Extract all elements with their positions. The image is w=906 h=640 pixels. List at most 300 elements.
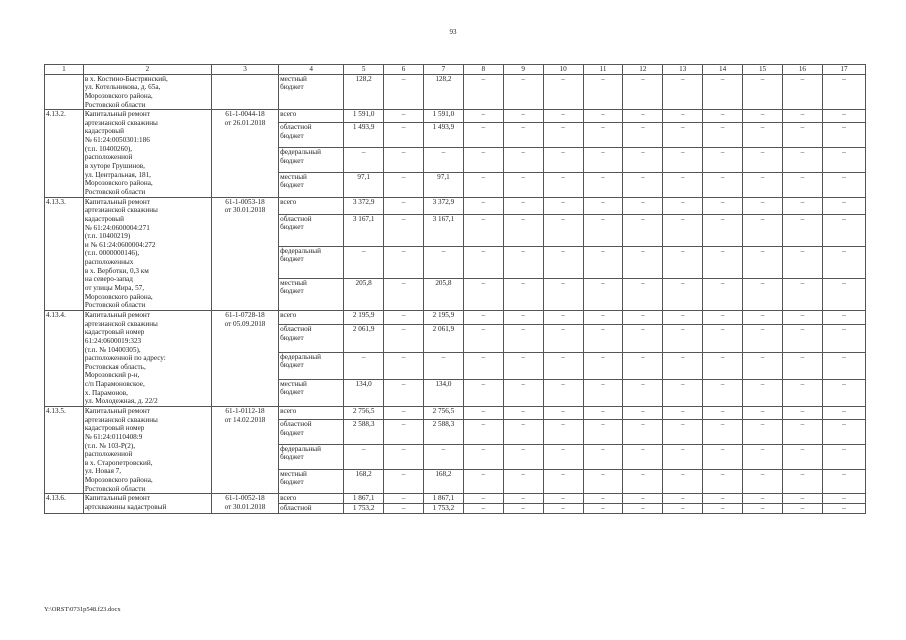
funding-source: областной бюджет: [279, 214, 344, 246]
dash-cell: –: [703, 352, 743, 379]
permit-code: 61-1-0053-18 от 30.01.2018: [211, 197, 278, 310]
dash-cell: –: [543, 110, 583, 123]
object-name: Капитальный ремонт артскважины кадастровый: [83, 494, 211, 513]
dash-cell: –: [463, 148, 503, 173]
year-value: –: [423, 148, 463, 173]
dash-cell: –: [822, 420, 865, 445]
dash-cell: –: [663, 278, 703, 310]
dash-cell: –: [384, 469, 424, 494]
dash-cell: –: [623, 148, 663, 173]
table-row: [45, 74, 866, 110]
budget-table: [44, 64, 866, 514]
dash-cell: –: [463, 74, 503, 110]
dash-cell: –: [703, 123, 743, 148]
column-header: 4: [279, 65, 344, 75]
dash-cell: –: [543, 197, 583, 214]
year-value: 168,2: [423, 469, 463, 494]
table-row: [45, 197, 866, 214]
funding-source: местный бюджет: [279, 278, 344, 310]
dash-cell: –: [822, 172, 865, 197]
column-header: 3: [211, 65, 278, 75]
permit-code: 61-1-0112-18 от 14.02.2018: [211, 406, 278, 493]
dash-cell: –: [384, 74, 424, 110]
dash-cell: –: [743, 246, 783, 278]
dash-cell: –: [543, 172, 583, 197]
dash-cell: –: [463, 172, 503, 197]
dash-cell: –: [703, 197, 743, 214]
dash-cell: –: [782, 246, 822, 278]
total-value: 1 867,1: [344, 494, 384, 504]
dash-cell: –: [583, 172, 623, 197]
dash-cell: –: [463, 420, 503, 445]
dash-cell: –: [623, 246, 663, 278]
column-header: 13: [663, 65, 703, 75]
dash-cell: –: [782, 469, 822, 494]
dash-cell: –: [703, 325, 743, 352]
dash-cell: –: [782, 444, 822, 469]
dash-cell: –: [743, 172, 783, 197]
dash-cell: –: [463, 352, 503, 379]
total-value: –: [344, 352, 384, 379]
dash-cell: –: [822, 444, 865, 469]
funding-source: областной: [279, 504, 344, 514]
dash-cell: –: [743, 197, 783, 214]
dash-cell: –: [663, 148, 703, 173]
dash-cell: –: [822, 504, 865, 514]
dash-cell: –: [503, 352, 543, 379]
dash-cell: –: [384, 379, 424, 406]
dash-cell: –: [583, 214, 623, 246]
dash-cell: –: [543, 148, 583, 173]
year-value: 205,8: [423, 278, 463, 310]
dash-cell: –: [743, 148, 783, 173]
year-value: 1 867,1: [423, 494, 463, 504]
dash-cell: –: [623, 74, 663, 110]
total-value: 2 756,5: [344, 406, 384, 419]
dash-cell: –: [703, 379, 743, 406]
total-value: 97,1: [344, 172, 384, 197]
dash-cell: –: [503, 444, 543, 469]
funding-source: областной бюджет: [279, 420, 344, 445]
total-value: –: [344, 444, 384, 469]
dash-cell: –: [583, 379, 623, 406]
total-value: –: [344, 246, 384, 278]
dash-cell: –: [503, 504, 543, 514]
dash-cell: –: [543, 214, 583, 246]
dash-cell: –: [703, 406, 743, 419]
dash-cell: –: [583, 444, 623, 469]
dash-cell: –: [384, 197, 424, 214]
dash-cell: –: [623, 172, 663, 197]
dash-cell: –: [583, 278, 623, 310]
year-value: 3 372,9: [423, 197, 463, 214]
total-value: 3 167,1: [344, 214, 384, 246]
funding-source: федеральный бюджет: [279, 352, 344, 379]
dash-cell: –: [703, 246, 743, 278]
dash-cell: –: [743, 504, 783, 514]
year-value: –: [423, 444, 463, 469]
dash-cell: –: [703, 469, 743, 494]
dash-cell: –: [703, 504, 743, 514]
dash-cell: –: [703, 148, 743, 173]
dash-cell: –: [782, 278, 822, 310]
dash-cell: –: [822, 123, 865, 148]
dash-cell: –: [583, 246, 623, 278]
funding-source: всего: [279, 197, 344, 214]
column-header: 5: [344, 65, 384, 75]
dash-cell: –: [743, 494, 783, 504]
dash-cell: –: [384, 494, 424, 504]
dash-cell: –: [463, 379, 503, 406]
total-value: 3 372,9: [344, 197, 384, 214]
dash-cell: –: [583, 148, 623, 173]
dash-cell: –: [822, 406, 865, 419]
dash-cell: –: [822, 494, 865, 504]
table-row: [45, 406, 866, 419]
dash-cell: –: [543, 278, 583, 310]
dash-cell: –: [463, 197, 503, 214]
dash-cell: –: [503, 214, 543, 246]
year-value: 134,0: [423, 379, 463, 406]
dash-cell: –: [623, 444, 663, 469]
total-value: 168,2: [344, 469, 384, 494]
dash-cell: –: [822, 278, 865, 310]
dash-cell: –: [583, 123, 623, 148]
dash-cell: –: [782, 74, 822, 110]
dash-cell: –: [822, 325, 865, 352]
dash-cell: –: [463, 325, 503, 352]
dash-cell: –: [463, 494, 503, 504]
funding-source: областной бюджет: [279, 123, 344, 148]
year-value: 2 195,9: [423, 310, 463, 324]
dash-cell: –: [623, 406, 663, 419]
dash-cell: –: [663, 123, 703, 148]
header-row: [45, 65, 866, 75]
object-name: Капитальный ремонт артезианской скважины кадастровый № 61:24:0050301:186 (т.п. 10400260), расположенной в хуторе Грушинов, ул. Центральная, 181, Морозовского района, Ростовской области: [83, 110, 211, 197]
dash-cell: –: [503, 246, 543, 278]
dash-cell: –: [743, 420, 783, 445]
dash-cell: –: [384, 172, 424, 197]
year-value: 2 061,9: [423, 325, 463, 352]
dash-cell: –: [782, 214, 822, 246]
column-header: 10: [543, 65, 583, 75]
dash-cell: –: [463, 246, 503, 278]
dash-cell: –: [743, 214, 783, 246]
object-name: в х. Костино-Быстрянский, ул. Котельникова, д. 65а, Морозовского района, Ростовской области: [83, 74, 211, 110]
dash-cell: –: [782, 325, 822, 352]
dash-cell: –: [583, 352, 623, 379]
dash-cell: –: [663, 246, 703, 278]
year-value: 128,2: [423, 74, 463, 110]
column-header: 12: [623, 65, 663, 75]
funding-source: всего: [279, 110, 344, 123]
dash-cell: –: [743, 110, 783, 123]
dash-cell: –: [543, 494, 583, 504]
dash-cell: –: [623, 379, 663, 406]
dash-cell: –: [703, 494, 743, 504]
dash-cell: –: [503, 379, 543, 406]
dash-cell: –: [543, 352, 583, 379]
dash-cell: –: [663, 214, 703, 246]
dash-cell: –: [503, 310, 543, 324]
dash-cell: –: [782, 504, 822, 514]
dash-cell: –: [463, 214, 503, 246]
dash-cell: –: [782, 110, 822, 123]
year-value: 3 167,1: [423, 214, 463, 246]
dash-cell: –: [663, 310, 703, 324]
total-value: 2 195,9: [344, 310, 384, 324]
dash-cell: –: [822, 352, 865, 379]
dash-cell: –: [743, 444, 783, 469]
dash-cell: –: [463, 123, 503, 148]
dash-cell: –: [384, 246, 424, 278]
dash-cell: –: [743, 469, 783, 494]
dash-cell: –: [623, 278, 663, 310]
column-header: 15: [743, 65, 783, 75]
dash-cell: –: [543, 246, 583, 278]
dash-cell: –: [384, 148, 424, 173]
dash-cell: –: [822, 214, 865, 246]
funding-source: местный бюджет: [279, 172, 344, 197]
dash-cell: –: [583, 406, 623, 419]
item-number: 4.13.4.: [45, 310, 84, 406]
dash-cell: –: [782, 197, 822, 214]
dash-cell: –: [463, 110, 503, 123]
dash-cell: –: [663, 444, 703, 469]
total-value: 1 493,9: [344, 123, 384, 148]
dash-cell: –: [463, 310, 503, 324]
dash-cell: –: [384, 352, 424, 379]
total-value: 2 061,9: [344, 325, 384, 352]
dash-cell: –: [822, 110, 865, 123]
funding-source: всего: [279, 494, 344, 504]
dash-cell: –: [703, 110, 743, 123]
year-value: 1 493,9: [423, 123, 463, 148]
year-value: 2 588,3: [423, 420, 463, 445]
dash-cell: –: [384, 504, 424, 514]
dash-cell: –: [623, 110, 663, 123]
funding-source: федеральный бюджет: [279, 444, 344, 469]
dash-cell: –: [703, 278, 743, 310]
dash-cell: –: [583, 197, 623, 214]
dash-cell: –: [503, 197, 543, 214]
dash-cell: –: [663, 469, 703, 494]
dash-cell: –: [822, 246, 865, 278]
dash-cell: –: [503, 469, 543, 494]
column-header: 11: [583, 65, 623, 75]
year-value: –: [423, 352, 463, 379]
dash-cell: –: [663, 352, 703, 379]
dash-cell: –: [543, 504, 583, 514]
dash-cell: –: [543, 123, 583, 148]
dash-cell: –: [543, 469, 583, 494]
dash-cell: –: [623, 504, 663, 514]
dash-cell: –: [663, 379, 703, 406]
dash-cell: –: [782, 352, 822, 379]
dash-cell: –: [384, 110, 424, 123]
funding-source: областной бюджет: [279, 325, 344, 352]
permit-code: 61-1-0044-18 от 26.01.2018: [211, 110, 278, 197]
dash-cell: –: [782, 420, 822, 445]
object-name: Капитальный ремонт артезианской скважины кадастровый номер 61:24:0600019:323 (т.п. № 10400305), расположенной по адресу: Ростовская область, Морозовский р-н, с/п Парамоновское, х. Парамонов, ул. Молодежная, д. 22/2: [83, 310, 211, 406]
dash-cell: –: [703, 74, 743, 110]
funding-source: федеральный бюджет: [279, 148, 344, 173]
object-name: Капитальный ремонт артезианской скважины кадастровый № 61:24:0600004:271 (т.п. 10400219) и № 61:24:0600004:272 (т.п. 0000000146), расположенных в х. Верботки, 0,3 км на северо-запад от улицы Мира, 57, Морозовского района, Ростовской области: [83, 197, 211, 310]
column-header: 1: [45, 65, 84, 75]
permit-code: 61-1-0052-18 от 30.01.2018: [211, 494, 278, 513]
dash-cell: –: [623, 310, 663, 324]
dash-cell: –: [543, 444, 583, 469]
permit-code: 61-1-0728-18 от 05.09.2018: [211, 310, 278, 406]
funding-source: местный бюджет: [279, 379, 344, 406]
dash-cell: –: [822, 379, 865, 406]
column-header: 17: [822, 65, 865, 75]
dash-cell: –: [384, 214, 424, 246]
table-row: [45, 494, 866, 504]
dash-cell: –: [663, 325, 703, 352]
year-value: 97,1: [423, 172, 463, 197]
dash-cell: –: [503, 172, 543, 197]
dash-cell: –: [663, 504, 703, 514]
dash-cell: –: [543, 310, 583, 324]
dash-cell: –: [822, 197, 865, 214]
dash-cell: –: [822, 148, 865, 173]
dash-cell: –: [623, 197, 663, 214]
dash-cell: –: [782, 310, 822, 324]
dash-cell: –: [384, 420, 424, 445]
dash-cell: –: [543, 420, 583, 445]
dash-cell: –: [822, 310, 865, 324]
dash-cell: –: [543, 74, 583, 110]
dash-cell: –: [463, 278, 503, 310]
dash-cell: –: [583, 504, 623, 514]
year-value: 1 591,0: [423, 110, 463, 123]
dash-cell: –: [384, 406, 424, 419]
total-value: 134,0: [344, 379, 384, 406]
dash-cell: –: [503, 123, 543, 148]
column-header: 9: [503, 65, 543, 75]
dash-cell: –: [463, 504, 503, 514]
column-header: 14: [703, 65, 743, 75]
dash-cell: –: [503, 148, 543, 173]
funding-source: местный бюджет: [279, 74, 344, 110]
dash-cell: –: [743, 406, 783, 419]
dash-cell: –: [583, 420, 623, 445]
dash-cell: –: [384, 310, 424, 324]
dash-cell: –: [583, 494, 623, 504]
year-value: 2 756,5: [423, 406, 463, 419]
dash-cell: –: [384, 278, 424, 310]
dash-cell: –: [782, 123, 822, 148]
dash-cell: –: [463, 406, 503, 419]
dash-cell: –: [663, 172, 703, 197]
funding-source: всего: [279, 406, 344, 419]
dash-cell: –: [782, 172, 822, 197]
column-header: 8: [463, 65, 503, 75]
funding-source: всего: [279, 310, 344, 324]
page-number: 93: [449, 28, 457, 36]
dash-cell: –: [743, 352, 783, 379]
total-value: 1 591,0: [344, 110, 384, 123]
dash-cell: –: [663, 197, 703, 214]
object-name: Капитальный ремонт артезианской скважины кадастровый номер № 61:24:0110408:9 (т.п. № 103-Р(2), расположенной в х. Старопетровский, ул. Новая 7, Морозовского района, Ростовской области: [83, 406, 211, 493]
dash-cell: –: [703, 214, 743, 246]
dash-cell: –: [384, 325, 424, 352]
total-value: 2 588,3: [344, 420, 384, 445]
file-path-footer: Y:\ORST\0731p548.f23.docx: [44, 606, 121, 613]
item-number: 4.13.5.: [45, 406, 84, 493]
column-header: 7: [423, 65, 463, 75]
dash-cell: –: [663, 420, 703, 445]
dash-cell: –: [543, 379, 583, 406]
item-number: 4.13.6.: [45, 494, 84, 513]
dash-cell: –: [583, 325, 623, 352]
dash-cell: –: [583, 110, 623, 123]
funding-source: местный бюджет: [279, 469, 344, 494]
dash-cell: –: [703, 310, 743, 324]
dash-cell: –: [782, 379, 822, 406]
funding-source: федеральный бюджет: [279, 246, 344, 278]
dash-cell: –: [543, 325, 583, 352]
dash-cell: –: [663, 494, 703, 504]
dash-cell: –: [623, 420, 663, 445]
dash-cell: –: [782, 148, 822, 173]
year-value: 1 753,2: [423, 504, 463, 514]
dash-cell: –: [583, 74, 623, 110]
table-row: [45, 110, 866, 123]
dash-cell: –: [503, 325, 543, 352]
dash-cell: –: [782, 406, 822, 419]
dash-cell: –: [503, 278, 543, 310]
dash-cell: –: [503, 74, 543, 110]
dash-cell: –: [663, 74, 703, 110]
total-value: 205,8: [344, 278, 384, 310]
dash-cell: –: [503, 110, 543, 123]
column-header: 16: [782, 65, 822, 75]
dash-cell: –: [583, 310, 623, 324]
dash-cell: –: [623, 123, 663, 148]
item-number: [45, 74, 84, 110]
total-value: 128,2: [344, 74, 384, 110]
dash-cell: –: [743, 310, 783, 324]
dash-cell: –: [822, 469, 865, 494]
dash-cell: –: [743, 74, 783, 110]
dash-cell: –: [663, 406, 703, 419]
dash-cell: –: [384, 123, 424, 148]
dash-cell: –: [463, 444, 503, 469]
dash-cell: –: [663, 110, 703, 123]
dash-cell: –: [743, 123, 783, 148]
table-row: [45, 310, 866, 324]
item-number: 4.13.3.: [45, 197, 84, 310]
total-value: 1 753,2: [344, 504, 384, 514]
dash-cell: –: [503, 420, 543, 445]
dash-cell: –: [703, 172, 743, 197]
dash-cell: –: [503, 406, 543, 419]
dash-cell: –: [384, 444, 424, 469]
permit-code: [211, 74, 278, 110]
dash-cell: –: [543, 406, 583, 419]
dash-cell: –: [743, 379, 783, 406]
dash-cell: –: [703, 420, 743, 445]
dash-cell: –: [623, 494, 663, 504]
dash-cell: –: [583, 469, 623, 494]
dash-cell: –: [623, 214, 663, 246]
dash-cell: –: [503, 494, 543, 504]
dash-cell: –: [703, 444, 743, 469]
dash-cell: –: [743, 325, 783, 352]
dash-cell: –: [623, 469, 663, 494]
